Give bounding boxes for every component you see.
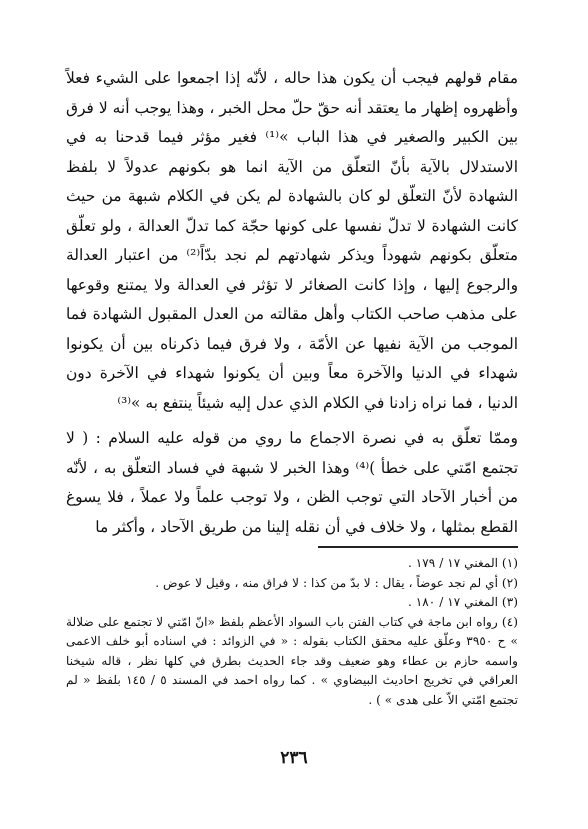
main-text [66, 64, 518, 542]
footnotes [66, 554, 518, 710]
paragraph: وممّا تعلّق به في نصرة الاجماع ما روي من قوله عليه السلام : ( لا تجتمع امّتي على خطأ )⁽⁴⁾ وهذا الخبر لا شبهة في فساد التعلّق به ، لأنّه من أخبار الآحاد التي توجب الظن ، ولا توجب علماً ولا عملاً ، فلا يسوغ القطع بمثلها ، ولا خلاف في أن نقله إلينا من طريق الآحاد ، وأكثر ما [66, 429, 518, 536]
footnote-1: (١) المغني ١٧ / ١٧٩ . [407, 556, 518, 570]
footnote-separator [318, 546, 518, 548]
paragraph: مقام قولهم فيجب أن يكون هذا حاله ، لأنّه إذا اجمعوا على الشيء فعلاً وأظهروه إظهار ما يعتقد أنه حقّ حلّ محل الخبر ، وهذا يوجب أنه لا فرق بين الكبير والصغير في هذا الباب »⁽¹⁾ فغير مؤثر فيما قدحنا به في الاستدلال بالآية بأنّ التعلّق من الآية انما هو بكونهم عدولاً لا بلفظ الشهادة لأنّ التعلّق لو كان بالشهادة لم يكن في الكلام شبهة من حيث كانت الشهادة لا تدلّ نفسها على كونها حجّة كما تدلّ العدالة ، ولو تعلّق متعلّق بكونهم شهوداً ويذكر شهادتهم لم نجد بدّاً⁽²⁾ من اعتبار العدالة والرجوع إليها ، وإذا كانت الصغائر لا تؤثر في العدالة ولا يمتنع وقوعها على مذهب صاحب الكتاب وأهل مقالته من العدل المقبول الشهادة فما الموجب من الآية نفيها عن الأمّة ، ولا فرق فيما ذكرناه بين أن يكونوا شهداء في الدنيا والآخرة معاً وبين أن يكونوا شهداء في الآخرة دون الدنيا ، فما نراه زادنا في الكلام الذي عدل إليه شيئاً ينتفع به »⁽³⁾ [66, 69, 519, 412]
footnote-2: (٢) أي لم نجد عوضاً ، يقال : لا بدّ من كذا : لا فراق منه ، وقيل لا عوض . [155, 575, 518, 590]
footnote-3: (٣) المغني ١٧ / ١٨٠ . [407, 595, 518, 609]
footnote-4: (٤) رواه ابن ماجة في كتاب الفتن باب السواد الأعظم بلفظ «انّ امّتي لا تجتمع على ضلالة » ح ٣٩٥٠ وعلّق عليه محقق الكتاب بقوله : « في الزوائد : في اسناده أبو خلف الاعمى واسمه حازم بن عطاء وهو ضعيف وقد جاء الحديث بطرق في كلها نظر ، قاله شيخنا العراقي في تخريج احاديث البيضاوي » . كما رواه احمد في المسند ٥ / ١٤٥ بلفظ « لم تجتمع امّتي الاّ على هدى » ) . [66, 614, 518, 707]
page-number: ٢٣٦ [280, 748, 308, 768]
